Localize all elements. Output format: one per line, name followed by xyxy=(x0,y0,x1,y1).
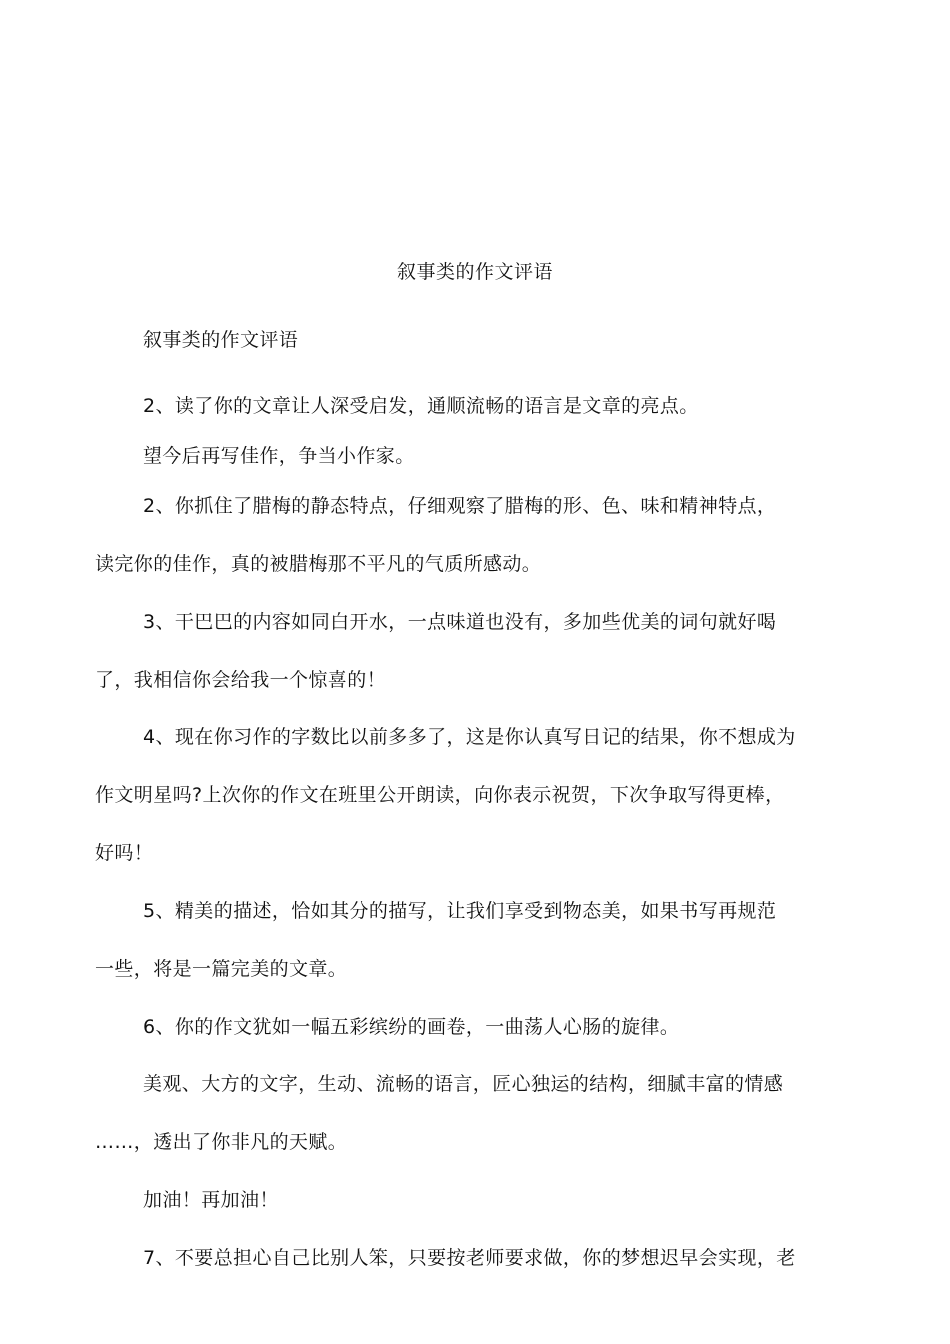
comment-line: 6、你的作文犹如一幅五彩缤纷的画卷，一曲荡人心肠的旋律。 xyxy=(143,1016,680,1038)
comment-line: 2、读了你的文章让人深受启发，通顺流畅的语言是文章的亮点。 xyxy=(143,395,699,417)
comment-line: 7、不要总担心自己比别人笨，只要按老师要求做，你的梦想迟早会实现，老 xyxy=(143,1247,796,1269)
comment-line: ……，透出了你非凡的天赋。 xyxy=(95,1131,348,1153)
comment-line: 一些，将是一篇完美的文章。 xyxy=(95,958,348,980)
comment-line: 美观、大方的文字，生动、流畅的语言，匠心独运的结构，细腻丰富的情感 xyxy=(143,1073,784,1095)
comment-line: 加油！再加油！ xyxy=(143,1189,279,1211)
comment-line: 5、精美的描述，恰如其分的描写，让我们享受到物态美，如果书写再规范 xyxy=(143,900,777,922)
comment-line: 好吗！ xyxy=(95,842,154,864)
comment-line: 作文明星吗?上次你的作文在班里公开朗读，向你表示祝贺，下次争取写得更棒， xyxy=(95,784,785,806)
comment-line: 2、你抓住了腊梅的静态特点，仔细观察了腊梅的形、色、味和精神特点， xyxy=(143,495,777,517)
paragraph-heading: 叙事类的作文评语 xyxy=(143,329,299,351)
comment-line: 望今后再写佳作，争当小作家。 xyxy=(143,445,415,467)
comment-line: 3、干巴巴的内容如同白开水，一点味道也没有，多加些优美的词句就好喝 xyxy=(143,611,777,633)
comment-line: 了，我相信你会给我一个惊喜的！ xyxy=(95,669,387,691)
document-title: 叙事类的作文评语 xyxy=(396,261,553,283)
comment-line: 4、现在你习作的字数比以前多多了，这是你认真写日记的结果，你不想成为 xyxy=(143,726,796,748)
comment-line: 读完你的佳作，真的被腊梅那不平凡的气质所感动。 xyxy=(95,553,542,575)
